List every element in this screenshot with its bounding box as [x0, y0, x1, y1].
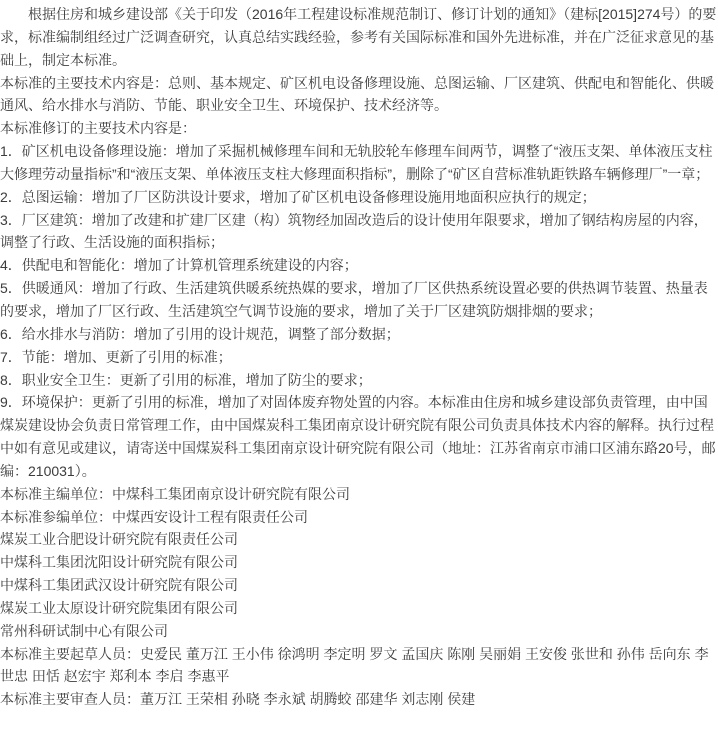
paragraph: 本标准主编单位：中煤科工集团南京设计研究院有限公司 [0, 485, 350, 502]
paragraph: 本标准主要审查人员：董万江 王荣相 孙晓 李永斌 胡腾蛟 邵建华 刘志刚 侯建 [0, 691, 476, 708]
paragraph: 中煤科工集团武汉设计研究院有限公司 [0, 577, 238, 594]
paragraph: 中煤科工集团沈阳设计研究院有限公司 [0, 554, 238, 571]
paragraph: 常州科研试制中心有限公司 [0, 622, 168, 639]
paragraph: 本标准修订的主要技术内容是： [0, 120, 196, 137]
paragraph: 煤炭工业太原设计研究院集团有限公司 [0, 599, 238, 616]
paragraph: 本标准主要起草人员：史爱民 董万江 王小伟 徐鸿明 李定明 罗文 孟国庆 陈刚 吴丽娟 王安俊 张世和 孙伟 岳向东 李世忠 田恬 赵宏宇 郑利本 李启 李惠平 [0, 645, 709, 685]
paragraph: 4．供配电和智能化：增加了计算机管理系统建设的内容； [0, 257, 358, 274]
paragraph: 1．矿区机电设备修理设施：增加了采掘机械修理车间和无轨胶轮车修理车间两节，调整了“液压支架、单体液压支柱大修理劳动量指标”和“液压支架、单体液压支柱大修理面积指标”，删除了“矿区自营标准轨距铁路车辆修理厂”一章； [0, 143, 713, 182]
paragraph: 5．供暖通风：增加了行政、生活建筑供暖系统热媒的要求，增加了厂区供热系统设置必要的供热调节装置、热量表的要求，增加了厂区行政、生活建筑空气调节设施的要求，增加了关于厂区建筑防烟排烟的要求； [0, 280, 708, 319]
document-body [0, 3, 718, 711]
paragraph: 9．环境保护：更新了引用的标准，增加了对固体废弃物处置的内容。本标准由住房和城乡建设部负责管理，由中国煤炭建设协会负责日常管理工作，由中国煤炭科工集团南京设计研究院有限公司负责具体技术内容的解释。执行过程中如有意见或建议，请寄送中国煤炭科工集团南京设计研究院有限公司（地址：江苏省南京市浦口区浦东路20号，邮编：210031）。 [0, 394, 716, 479]
paragraph: 煤炭工业合肥设计研究院有限责任公司 [0, 531, 238, 548]
paragraph: 本标准的主要技术内容是：总则、基本规定、矿区机电设备修理设施、总图运输、厂区建筑、供配电和智能化、供暖通风、给水排水与消防、节能、职业安全卫生、环境保护、技术经济等。 [0, 74, 714, 114]
paragraph: 2．总图运输：增加了厂区防洪设计要求，增加了矿区机电设备修理设施用地面积应执行的规定； [0, 188, 596, 205]
paragraph: 3．厂区建筑：增加了改建和扩建厂区建（构）筑物经加固改造后的设计使用年限要求，增加了钢结构房屋的内容，调整了行政、生活设施的面积指标； [0, 211, 708, 251]
paragraph: 7．节能：增加、更新了引用的标准； [0, 348, 232, 365]
paragraph: 根据住房和城乡建设部《关于印发（2016年工程建设标准规范制订、修订计划的通知》（建标[2015]274号）的要求，标准编制组经过广泛调查研究，认真总结实践经验，参考有关国际标准和国外先进标准，并在广泛征求意见的基础上，制定本标准。 [0, 6, 717, 68]
paragraph: 本标准参编单位：中煤西安设计工程有限责任公司 [0, 508, 308, 525]
paragraph: 8．职业安全卫生：更新了引用的标准，增加了防尘的要求； [0, 371, 372, 388]
paragraph: 6．给水排水与消防：增加了引用的设计规范，调整了部分数据； [0, 325, 400, 342]
